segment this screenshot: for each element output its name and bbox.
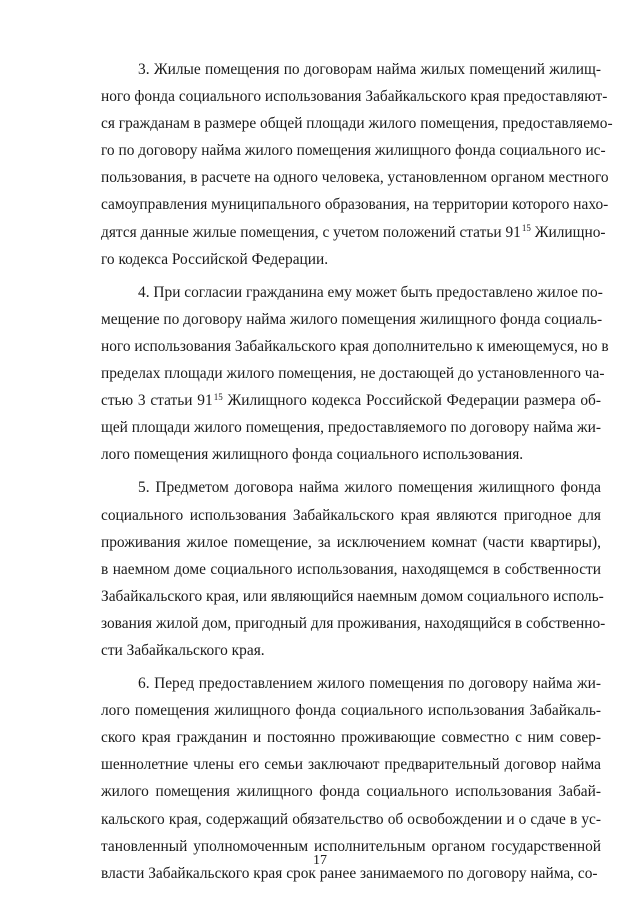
text-line: жилого помещения жилищного фонда социального использования Забай- <box>101 783 601 801</box>
text-line: 5. Предметом договора найма жилого помещения жилищного фонда <box>138 479 601 497</box>
text-line: кальского края, содержащий обязательство об освобождении и о сдаче в ус- <box>101 810 601 828</box>
text-fragment: стью 3 статьи 91 <box>101 392 213 410</box>
superscript: 15 <box>213 391 223 402</box>
text-line: 3. Жилые помещения по договорам найма жилых помещений жилищ- <box>138 61 601 78</box>
text-line: ся гражданам в размере общей площади жилого помещения, предоставляемо- <box>101 115 613 133</box>
text-line: лого помещения жилищного фонда социального использования Забайкаль- <box>101 702 601 720</box>
text-line: социального использования Забайкальского края являются пригодное для <box>101 506 601 524</box>
text-line: власти Забайкальского края срок ранее занимаемого по договору найма, со- <box>101 864 598 882</box>
text-line: 4. При согласии гражданина ему может быть предоставлено жилое по- <box>138 283 603 301</box>
text-line: тановленный уполномоченным исполнительным органом государственной <box>101 837 601 855</box>
text-line: в наемном доме социального использования, находящемся в собственности <box>101 560 601 578</box>
text-fragment: Жилищного кодекса Российской Федерации размера об- <box>222 392 601 410</box>
text-line: проживания жилое помещение, за исключением комнат (части квартиры), <box>101 533 601 551</box>
paragraph-p5 <box>101 474 606 664</box>
text-line: пределах площади жилого помещения, не достающей до установленного ча- <box>101 365 605 383</box>
text-line: самоуправления муниципального образования, на территории которого нахо- <box>101 196 609 214</box>
text-line: ного использования Забайкальского края дополнительно к имеющемуся, но в <box>101 337 609 355</box>
text-line: лого помещения жилищного фонда социального использования. <box>101 446 524 464</box>
text-line: Забайкальского края, или являющийся наемным домом социального исполь- <box>101 587 604 605</box>
superscript: 15 <box>521 223 531 234</box>
text-fragment: Жилищно- <box>530 223 606 241</box>
document-body <box>101 56 613 893</box>
text-line: ного фонда социального использования Забайкальского края предоставляют- <box>101 88 608 106</box>
text-line: ского края гражданин и постоянно проживающие совместно с ним совер- <box>101 729 601 747</box>
text-line: мещение по договору найма жилого помещения жилищного фонда социаль- <box>101 310 603 328</box>
text-line: 6. Перед предоставлением жилого помещения по договору найма жи- <box>138 675 601 693</box>
text-line: зования жилой дом, пригодный для проживания, находящийся в собственно- <box>101 614 606 632</box>
text-line: щей площади жилого помещения, предоставляемого по договору найма жи- <box>101 419 601 437</box>
paragraph-p4 <box>101 279 609 469</box>
paragraph-p3 <box>101 56 613 273</box>
text-line <box>101 387 601 414</box>
text-line <box>101 219 606 246</box>
text-line: шеннолетние члены его семьи заключают предварительный договор найма <box>101 756 601 774</box>
text-line: го по договору найма жилого помещения жилищного фонда социального ис- <box>101 142 606 160</box>
text-line: го кодекса Российской Федерации. <box>101 250 329 268</box>
text-line: сти Забайкальского края. <box>101 641 265 659</box>
page-number: 17 <box>313 853 327 868</box>
text-line: пользования, в расчете на одного человека, установленном органом местного <box>101 169 609 187</box>
text-fragment: дятся данные жилые помещения, с учетом положений статьи 91 <box>101 223 521 241</box>
